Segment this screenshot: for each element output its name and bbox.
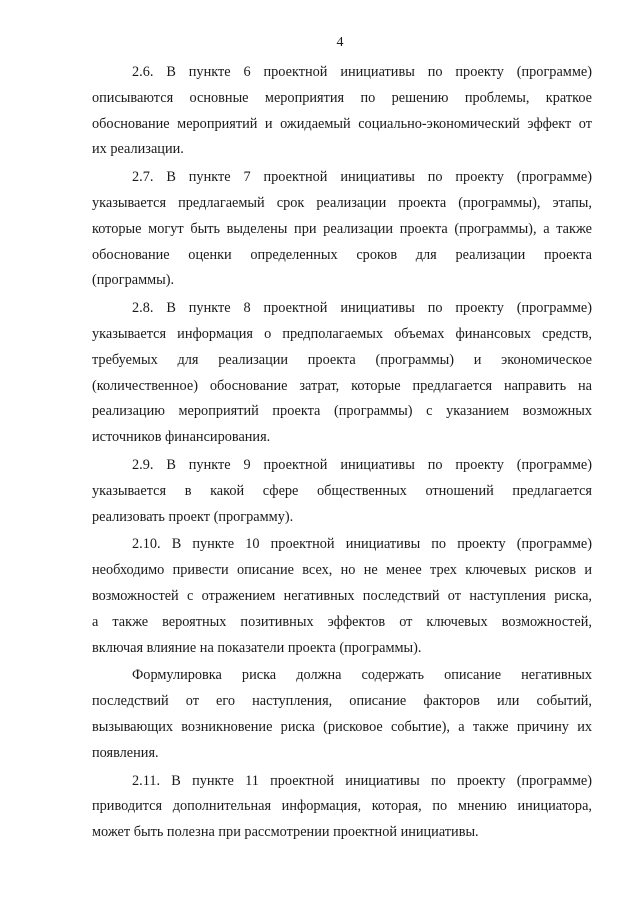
text-line: может быть полезна при рассмотрении проектной инициативы.	[92, 824, 479, 841]
paragraph-2-10	[92, 532, 592, 661]
text-line: описываются основные мероприятия по решению проблемы, краткое	[92, 89, 592, 106]
text-line: вызывающих возникновение риска (рисковое событие), а также причину их	[92, 718, 592, 735]
text-line: последствий от его наступления, описание факторов или событий,	[92, 693, 592, 710]
text-line: (количественное) обоснование затрат, которые предлагается направить на	[92, 377, 592, 394]
text-line: 2.11. В пункте 11 проектной инициативы по проекту (программе)	[132, 772, 592, 789]
text-line: приводится дополнительная информация, которая, по мнению инициатора,	[92, 798, 592, 815]
text-line: указывается предлагаемый срок реализации проекта (программы), этапы,	[92, 194, 592, 211]
text-line: реализовать проект (программу).	[92, 508, 294, 525]
paragraph-2-11	[92, 769, 592, 846]
text-line: включая влияние на показатели проекта (программы).	[92, 639, 422, 656]
paragraph-2-9	[92, 453, 592, 530]
text-line: 2.8. В пункте 8 проектной инициативы по проекту (программе)	[132, 300, 592, 317]
text-line: источников финансирования.	[92, 429, 271, 446]
text-line: (программы).	[92, 272, 175, 289]
text-line: указывается информация о предполагаемых объемах финансовых средств,	[92, 325, 592, 342]
paragraph-risk-wording	[92, 663, 592, 766]
text-line: возможностей с отражением негативных последствий от наступления риска,	[92, 587, 592, 604]
text-line: реализацию мероприятий проекта (программы) с указанием возможных	[92, 403, 592, 420]
text-line: требуемых для реализации проекта (программы) и экономическое	[92, 351, 592, 368]
text-line: Формулировка риска должна содержать описание негативных	[132, 667, 592, 684]
document-body	[92, 60, 592, 848]
text-line: обоснование мероприятий и ожидаемый социально-экономический эффект от	[92, 115, 592, 132]
text-line: 2.7. В пункте 7 проектной инициативы по проекту (программе)	[132, 169, 592, 186]
text-line: указывается в какой сфере общественных отношений предлагается	[92, 482, 592, 499]
text-line: 2.9. В пункте 9 проектной инициативы по проекту (программе)	[132, 456, 592, 473]
text-line: появления.	[92, 744, 159, 761]
text-line: которые могут быть выделены при реализации проекта (программы), а также	[92, 220, 592, 237]
text-line: их реализации.	[92, 141, 184, 158]
text-line: обоснование оценки определенных сроков для реализации проекта	[92, 246, 592, 263]
text-line: необходимо привести описание всех, но не менее трех ключевых рисков и	[92, 562, 592, 579]
paragraph-2-6	[92, 60, 592, 163]
paragraph-2-8	[92, 296, 592, 451]
text-line: 2.10. В пункте 10 проектной инициативы по проекту (программе)	[132, 536, 592, 553]
paragraph-2-7	[92, 165, 592, 294]
text-line: а также вероятных позитивных эффектов от ключевых возможностей,	[92, 613, 592, 630]
page-number: 4	[336, 35, 344, 50]
text-line: 2.6. В пункте 6 проектной инициативы по проекту (программе)	[132, 64, 592, 80]
